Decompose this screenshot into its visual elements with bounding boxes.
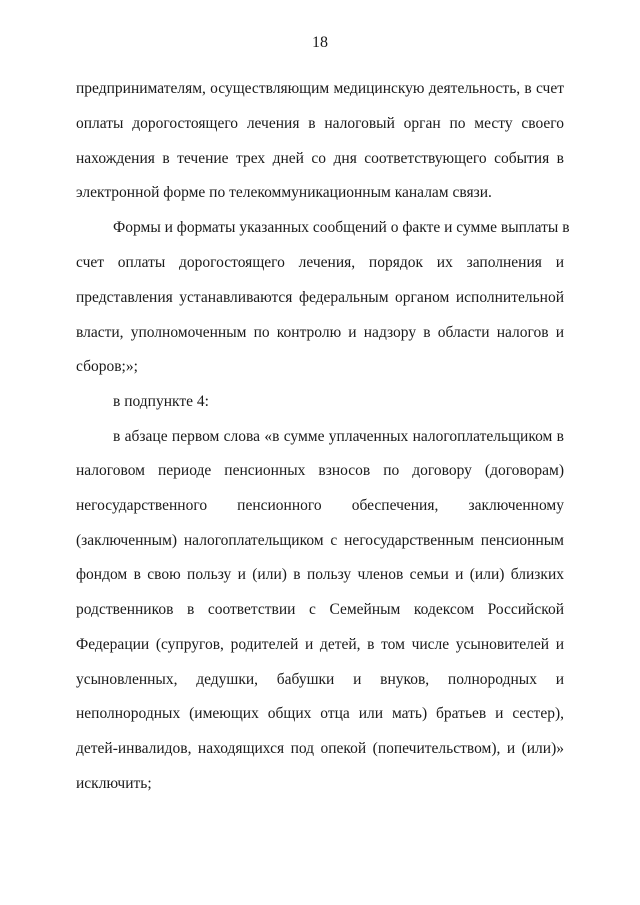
text-line: электронной форме по телекоммуникационным каналам связи. [76, 184, 492, 201]
text-line: родственников в соответствии с Семейным кодексом Российской [76, 601, 564, 618]
text-line: налоговом периоде пенсионных взносов по договору (договорам) [76, 462, 564, 479]
text-line: негосударственного пенсионного обеспечения, заключенному [76, 497, 564, 514]
text-line: Формы и форматы указанных сообщений о факте и сумме выплаты в [113, 219, 570, 236]
text-line: неполнородных (имеющих общих отца или мать) братьев и сестер), [76, 705, 564, 722]
text-line: предпринимателям, осуществляющим медицинскую деятельность, в счет [76, 80, 564, 97]
text-line: (заключенным) налогоплательщиком с негосударственным пенсионным [76, 532, 564, 549]
text-line: сборов;»; [76, 358, 138, 375]
text-line: в абзаце первом слова «в сумме уплаченных налогоплательщиком в [113, 428, 564, 445]
text-line: детей-инвалидов, находящихся под опекой (попечительством), и (или)» [76, 740, 564, 757]
text-line: счет оплаты дорогостоящего лечения, порядок их заполнения и [76, 254, 564, 271]
text-line: представления устанавливаются федеральным органом исполнительной [76, 289, 564, 306]
text-line: власти, уполномоченным по контролю и надзору в области налогов и [76, 324, 564, 341]
text-line: в подпункте 4: [113, 393, 209, 410]
text-line: усыновленных, дедушки, бабушки и внуков, полнородных и [76, 671, 564, 688]
text-line: оплаты дорогостоящего лечения в налоговый орган по месту своего [76, 115, 564, 132]
text-line: Федерации (супругов, родителей и детей, в том числе усыновителей и [76, 636, 564, 653]
page-number: 18 [312, 34, 328, 51]
text-line: нахождения в течение трех дней со дня соответствующего события в [76, 150, 564, 167]
text-line: исключить; [76, 775, 152, 792]
text-line: фондом в свою пользу и (или) в пользу членов семьи и (или) близких [76, 566, 564, 583]
